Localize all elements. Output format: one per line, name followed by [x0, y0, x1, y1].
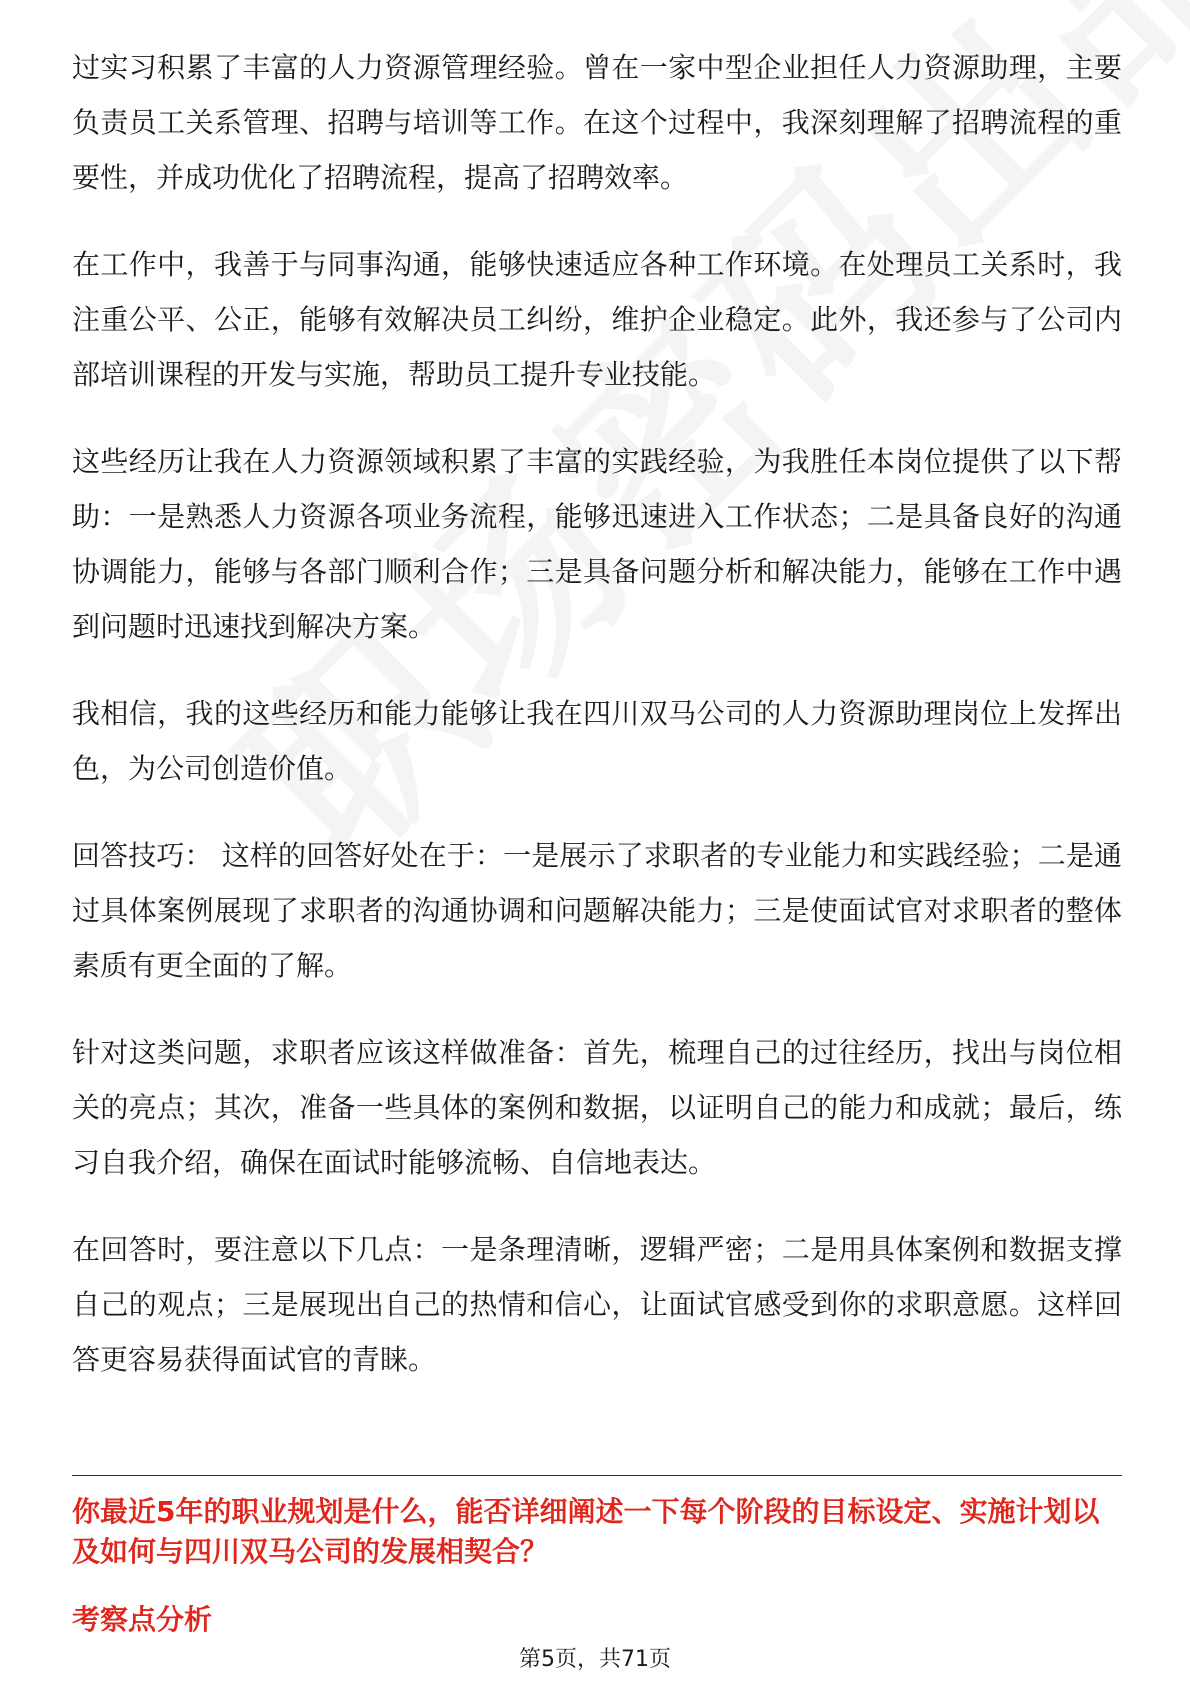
paragraph-benefits: 这些经历让我在人力资源领域积累了丰富的实践经验，为我胜任本岗位提供了以下帮助：一是熟悉人力资源各项业务流程，能够迅速进入工作状态；二是具备良好的沟通协调能力，能够与各部门顺利合作；三是具备问题分析和解决能力，能够在工作中遇到问题时迅速找到解决方案。: [72, 445, 1122, 643]
section-heading: 考察点分析: [72, 1603, 213, 1636]
paragraph-preparation: 针对这类问题，求职者应该这样做准备：首先，梳理自己的过往经历，找出与岗位相关的亮点；其次，准备一些具体的案例和数据，以证明自己的能力和成就；最后，练习自我介绍，确保在面试时能够流畅、自信地表达。: [72, 1036, 1122, 1179]
interview-question: 你最近5年的职业规划是什么，能否详细阐述一下每个阶段的目标设定、实施计划以及如何与四川双马公司的发展相契合？: [72, 1495, 1100, 1568]
paragraph-work-style: 在工作中，我善于与同事沟通，能够快速适应各种工作环境。在处理员工关系时，我注重公平、公正，能够有效解决员工纠纷，维护企业稳定。此外，我还参与了公司内部培训课程的开发与实施，帮助员工提升专业技能。: [72, 248, 1122, 391]
page-footer: 第5页，共71页: [519, 1647, 671, 1672]
document-body: [72, 40, 1122, 1419]
paragraph-conclusion: 我相信，我的这些经历和能力能够让我在四川双马公司的人力资源助理岗位上发挥出色，为公司创造价值。: [72, 697, 1122, 785]
paragraph-experience: 过实习积累了丰富的人力资源管理经验。曾在一家中型企业担任人力资源助理，主要负责员工关系管理、招聘与培训等工作。在这个过程中，我深刻理解了招聘流程的重要性，并成功优化了招聘流程，提高了招聘效率。: [72, 51, 1122, 194]
section-divider: [72, 1475, 1122, 1476]
paragraph-answer-tips: 回答技巧： 这样的回答好处在于：一是展示了求职者的专业能力和实践经验；二是通过具体案例展现了求职者的沟通协调和问题解决能力；三是使面试官对求职者的整体素质有更全面的了解。: [72, 839, 1122, 982]
paragraph-notes: 在回答时，要注意以下几点：一是条理清晰，逻辑严密；二是用具体案例和数据支撑自己的观点；三是展现出自己的热情和信心，让面试官感受到你的求职意愿。这样回答更容易获得面试官的青睐。: [72, 1233, 1122, 1376]
